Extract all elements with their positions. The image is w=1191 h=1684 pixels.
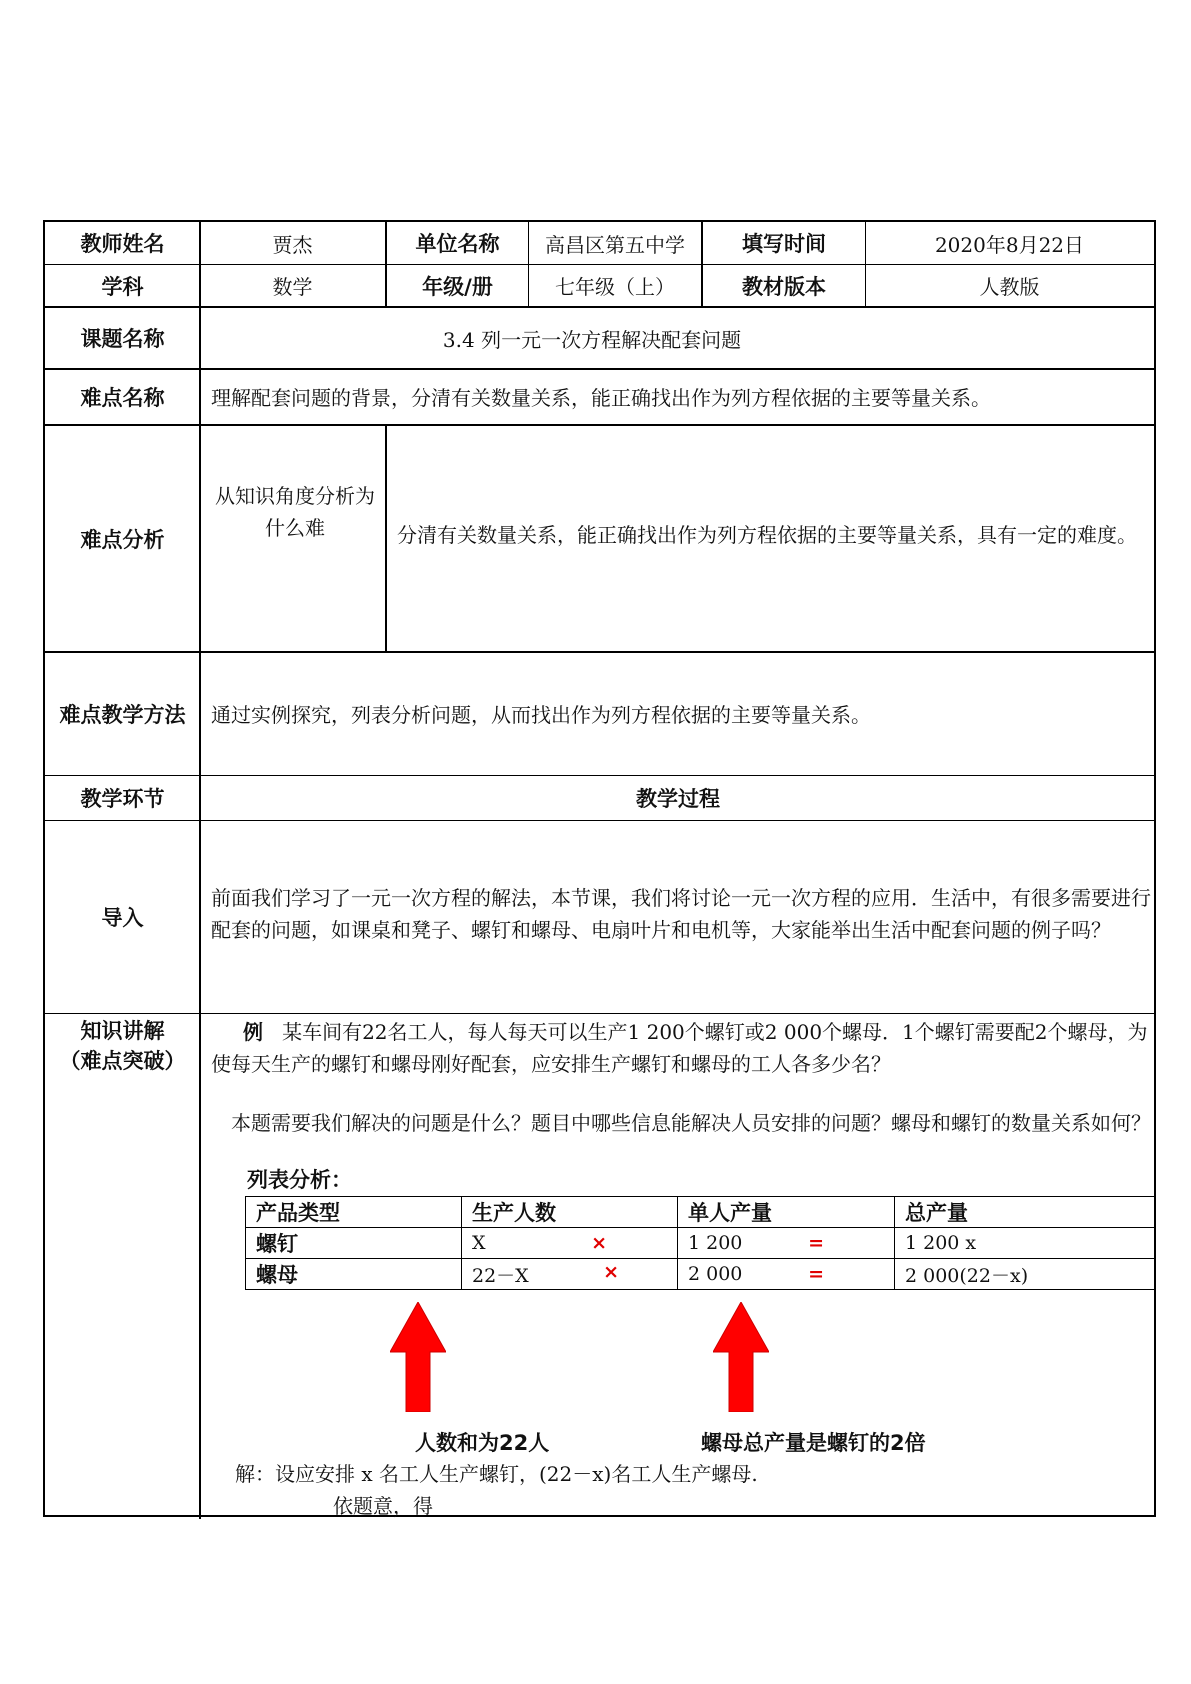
topic-label: 课题名称 — [80, 327, 165, 351]
unit-value: 高昌区第五中学 — [545, 232, 685, 257]
question-text: 本题需要我们解决的问题是什么？题目中哪些信息能解决人员安排的问题？螺母和螺钉的数量关系如何？ — [231, 1111, 1151, 1135]
time-label: 填写时间 — [742, 232, 826, 256]
cell-type: 螺钉 — [246, 1228, 462, 1259]
subject-label: 学科 — [101, 274, 144, 299]
method-value: 通过实例探究，列表分析问题，从而找出作为列方程依据的主要等量关系。 — [211, 703, 871, 727]
up-arrow-icon — [713, 1302, 769, 1412]
example-paragraph — [211, 1016, 1151, 1080]
output-value: 1 200 — [688, 1232, 743, 1254]
analysis-value: 分清有关数量关系，能正确找出作为列方程依据的主要等量关系，具有一定的难度。 — [397, 523, 1137, 547]
knowledge-label-line2: （难点突破） — [59, 1049, 186, 1073]
cell-people — [462, 1259, 678, 1290]
equals-sign: = — [808, 1263, 824, 1285]
method-label: 难点教学方法 — [59, 703, 186, 727]
divider — [45, 368, 1154, 370]
cell-total: 2 000(22－x) — [895, 1259, 1155, 1290]
knowledge-label-line1: 知识讲解 — [80, 1019, 165, 1043]
example-tag: 例 — [243, 1020, 263, 1044]
divider — [45, 820, 1154, 821]
table-title: 列表分析： — [247, 1168, 352, 1192]
equals-sign: = — [808, 1232, 824, 1254]
divider — [45, 1013, 1154, 1014]
cell-people — [462, 1228, 678, 1259]
lesson-plan-table — [43, 220, 1156, 1517]
analysis-table — [245, 1196, 1155, 1290]
divider — [45, 651, 1154, 653]
solution-line1: 解：设应安排 x 名工人生产螺钉，(22－x)名工人生产螺母. — [235, 1462, 758, 1486]
table-header: 单人产量 — [678, 1197, 895, 1228]
intro-value: 前面我们学习了一元一次方程的解法，本节课，我们将讨论一元一次方程的应用．生活中，有很多需要进行配套的问题，如课桌和凳子、螺钉和螺母、电扇叶片和电机等，大家能举出生活中配套问题的例子吗？ — [211, 886, 1151, 942]
unit-label: 单位名称 — [415, 232, 500, 256]
solution-line2: 依题意，得 — [333, 1494, 433, 1518]
subject-value: 数学 — [272, 275, 313, 299]
multiply-sign: × — [591, 1232, 607, 1254]
cell-output — [678, 1259, 895, 1290]
table-row — [246, 1259, 1155, 1290]
multiply-sign: × — [603, 1260, 619, 1283]
people-value: 22－X — [472, 1264, 529, 1287]
topic-value: 3.4 列一元一次方程解决配套问题 — [442, 327, 742, 352]
cell-output — [678, 1228, 895, 1259]
table-header: 总产量 — [895, 1197, 1155, 1228]
process-header-left: 教学环节 — [80, 787, 165, 811]
table-header: 产品类型 — [246, 1197, 462, 1228]
time-value: 2020年8月22日 — [934, 232, 1085, 257]
process-header-right: 教学过程 — [636, 787, 720, 811]
divider — [385, 424, 387, 651]
cell-type: 螺母 — [246, 1259, 462, 1290]
up-arrow-icon — [390, 1302, 446, 1412]
teacher-label: 教师姓名 — [80, 232, 165, 256]
people-value: X — [472, 1232, 486, 1254]
analysis-sub-label: 从知识角度分析为什么难 — [215, 484, 375, 540]
edition-label: 教材版本 — [742, 274, 826, 299]
table-header: 生产人数 — [462, 1197, 678, 1228]
grade-value: 七年级（上） — [555, 275, 675, 299]
arrow-right-caption: 螺母总产量是螺钉的2倍 — [701, 1431, 926, 1455]
intro-label: 导入 — [101, 906, 144, 930]
table-row — [246, 1228, 1155, 1259]
example-text: 某车间有22名工人，每人每天可以生产1 200个螺钉或2 000个螺母．1个螺钉需要配2个螺母，为使每天生产的螺钉和螺母刚好配套，应安排生产螺钉和螺母的工人各多少名？ — [211, 1020, 1148, 1076]
divider — [45, 424, 1154, 426]
cell-total: 1 200 x — [895, 1228, 1155, 1259]
edition-value: 人教版 — [979, 275, 1040, 299]
teacher-value: 贾杰 — [272, 232, 313, 257]
grade-label: 年级/册 — [422, 274, 493, 299]
difficulty-label: 难点名称 — [80, 386, 165, 410]
arrow-left-caption: 人数和为22人 — [415, 1431, 550, 1455]
difficulty-value: 理解配套问题的背景，分清有关数量关系，能正确找出作为列方程依据的主要等量关系。 — [211, 386, 991, 410]
output-value: 2 000 — [688, 1263, 743, 1285]
analysis-label: 难点分析 — [80, 527, 165, 552]
